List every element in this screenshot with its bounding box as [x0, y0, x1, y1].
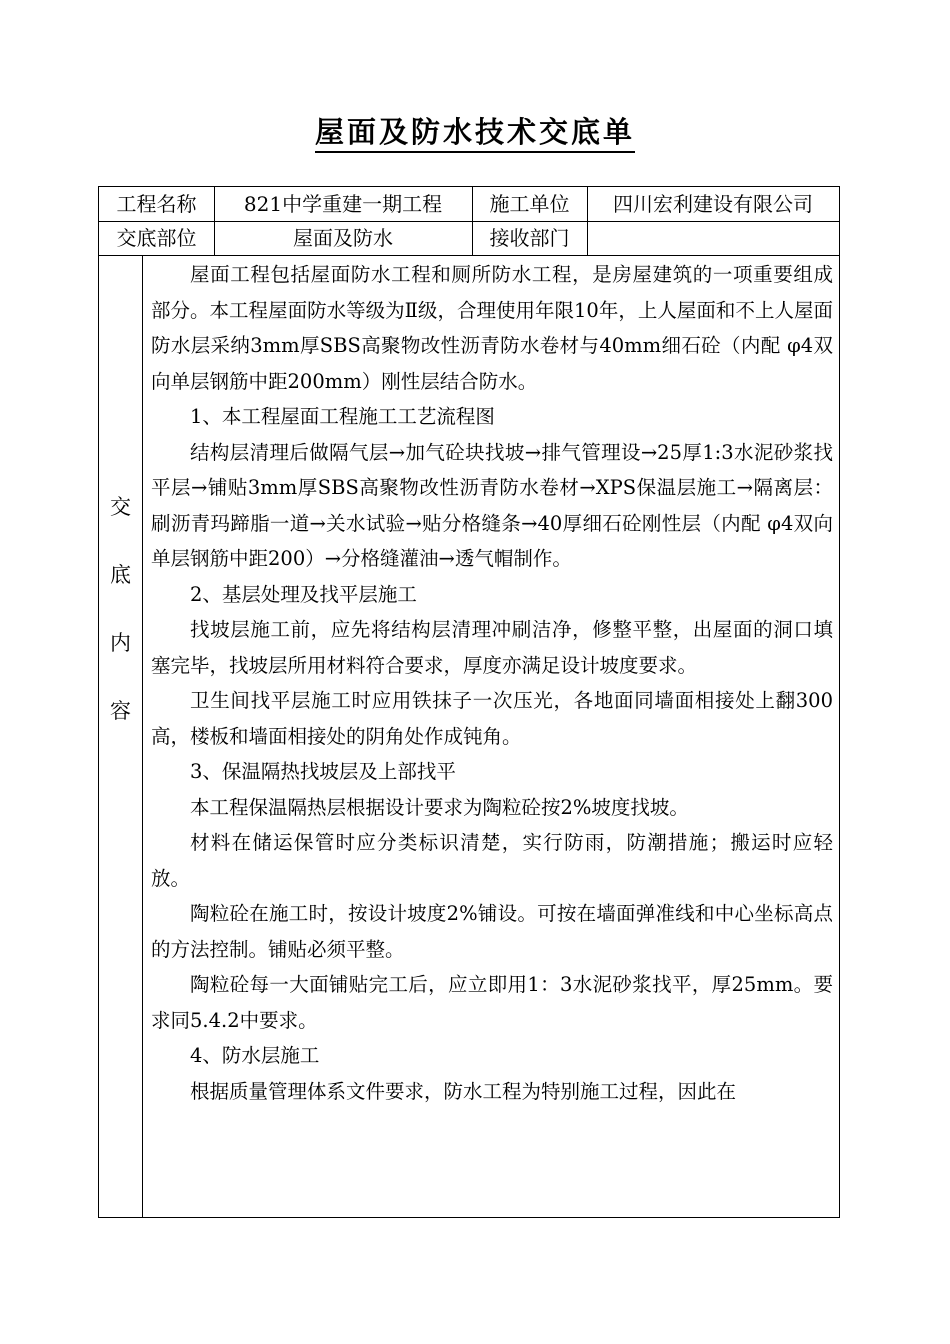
- side-label-char: 内: [110, 631, 131, 655]
- side-label-char: 交: [110, 495, 131, 519]
- paragraph: 找坡层施工前，应先将结构层清理冲刷洁净，修整平整，出屋面的洞口填塞完毕，找坡层所用材料符合要求，厚度亦满足设计坡度要求。: [151, 618, 833, 677]
- project-name-value: 821中学重建一期工程: [243, 192, 443, 216]
- row-divider: [99, 255, 839, 256]
- location-label: 交底部位: [116, 226, 197, 250]
- paragraph: 根据质量管理体系文件要求，防水工程为特别施工过程，因此在: [190, 1079, 737, 1103]
- section-heading: 1、本工程屋面工程施工工艺流程图: [190, 405, 495, 428]
- document-title: 屋面及防水技术交底单: [0, 112, 950, 152]
- side-label-char: 容: [110, 699, 131, 723]
- side-label-char: 底: [110, 563, 131, 587]
- contractor-label: 施工单位: [489, 192, 570, 216]
- receiver-label: 接收部门: [489, 226, 570, 250]
- contractor-value: 四川宏利建设有限公司: [613, 192, 813, 216]
- disclosure-content: [151, 257, 833, 1109]
- location-value: 屋面及防水: [293, 226, 393, 250]
- column-divider: [142, 255, 143, 1217]
- paragraph: 结构层清理后做隔气层→加气砼块找坡→排气管理设→25厚1:3水泥砂浆找平层→铺贴3mm厚SBS高聚物改性沥青防水卷材→XPS保温层施工→隔离层：刷沥青玛蹄脂一道→关水试验→贴分格缝条→40厚细石砼刚性层（内配 φ4双向单层钢筋中距200）→分格缝灌油→透气帽制作。: [151, 440, 833, 570]
- paragraph: 陶粒砼每一大面铺贴完工后，应立即用1：3水泥砂浆找平，厚25mm。要求同5.4.2中要求。: [151, 973, 833, 1032]
- paragraph: 陶粒砼在施工时，按设计坡度2%铺设。可按在墙面弹准线和中心坐标高点的方法控制。铺贴必须平整。: [151, 902, 833, 961]
- paragraph: 屋面工程包括屋面防水工程和厕所防水工程，是房屋建筑的一项重要组成部分。本工程屋面防水等级为Ⅱ级，合理使用年限10年，上人屋面和不上人屋面防水层采纳3mm厚SBS高聚物改性沥青防水卷材与40mm细石砼（内配 φ4双向单层钢筋中距200mm）刚性层结合防水。: [151, 263, 833, 393]
- paragraph: 本工程保温隔热层根据设计要求为陶粒砼按2%坡度找坡。: [190, 795, 689, 819]
- disclosure-table: [98, 186, 840, 1218]
- section-heading: 3、保温隔热找坡层及上部找平: [190, 760, 456, 783]
- section-heading: 4、防水层施工: [190, 1044, 320, 1067]
- section-heading: 2、基层处理及找平层施工: [190, 582, 417, 606]
- paragraph: 卫生间找平层施工时应用铁抹子一次压光，各地面同墙面相接处上翻300高，楼板和墙面相接处的阴角处作成钝角。: [151, 689, 833, 748]
- project-name-label: 工程名称: [116, 192, 197, 216]
- paragraph: 材料在储运保管时应分类标识清楚，实行防雨，防潮措施；搬运时应轻放。: [151, 831, 833, 890]
- receiver-value: [587, 221, 839, 255]
